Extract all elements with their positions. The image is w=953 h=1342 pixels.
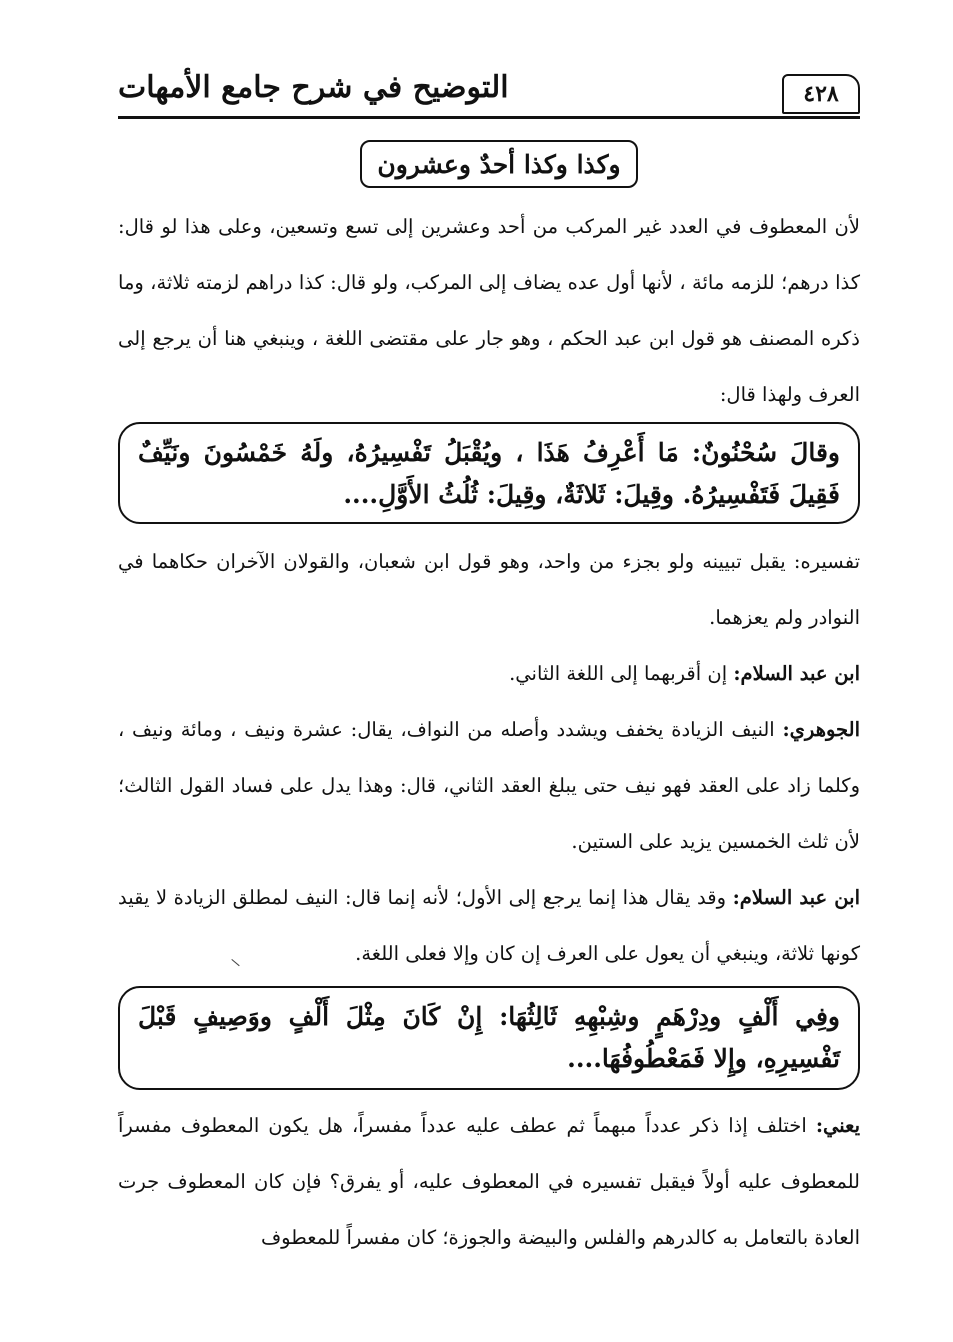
paragraph-3 bbox=[118, 646, 860, 702]
paragraph-2: تفسيره: يقبل تبيينه ولو بجزء من واحد، وهو قول ابن شعبان، والقولان الآخران حكاهما في النوادر ولم يعزهما. bbox=[118, 550, 860, 629]
paragraph-4-text: النيف الزيادة يخفف ويشدد وأصله من النواف، يقال: عشرة ونيف ، ومائة ونيف ، وكلما زاد على العقد فهو نيف حتى يبلغ العقد الثاني، قال: وهذا يدل على فساد القول الثالث؛ لأن ثلث الخمسين يزيد على الستين. bbox=[118, 718, 860, 853]
matn-box-2: وفِي أَلْفٍ ودِرْهَمٍ وشِبْهِهِ ثَالِثُهَا: إِنْ كَانَ مِثْلَ أَلْفٍ ووَصِيفٍ قَبْلَ تَفْسِيرِهِ، وإِلا فَمَعْطُوفُهَا.... bbox=[118, 986, 860, 1090]
section-heading: وكذا وكذا أحدٌ وعشرون bbox=[360, 140, 638, 188]
paragraph-6-text: اختلف إذا ذكر عدداً مبهماً ثم عطف عليه عدداً مفسراً، هل يكون المعطوف مفسراً للمعطوف عليه أولاً فيقبل تفسيره في المعطوف عليه، أو يفرق؟ فإن كان المعطوف جرت العادة بالتعامل به كالدرهم والفلس والبيضة والجوزة؛ كان مفسراً للمعطوف bbox=[118, 1114, 860, 1249]
paragraph-4-lead: الجوهري: bbox=[782, 718, 860, 741]
page-number: ٤٢٨ bbox=[782, 74, 860, 114]
paragraph-3-text: إن أقربهما إلى اللغة الثاني. bbox=[509, 662, 734, 685]
running-title: التوضيح في شرح جامع الأمهات bbox=[118, 70, 509, 105]
paragraph-5-text: وقد يقال هذا إنما يرجع إلى الأول؛ لأنه إنما قال: النيف لمطلق الزيادة لا يقيد كونها ثلاثة، وينبغي أن يعول على العرف إن كان وإلا فعلى اللغة. bbox=[118, 886, 860, 965]
paragraph-4 bbox=[118, 702, 860, 870]
matn-box-1: وقالَ سُحْنُونٌ: مَا أَعْرِفُ هَذَا ، ويُقْبَلُ تَفْسِيرُهُ، ولَهُ خَمْسُونَ ونَيِّفٌ فَقِيلَ فَتَفْسِيرُهُ. وقِيلَ: ثَلاثَةٌ، وقِيلَ: ثُلُثُ الأَوَّلِ.... bbox=[118, 422, 860, 524]
paragraph-5-lead: ابن عبد السلام: bbox=[732, 886, 860, 909]
header-rule bbox=[118, 116, 860, 119]
paragraph-3-lead: ابن عبد السلام: bbox=[733, 662, 860, 685]
paragraph-1: لأن المعطوف في العدد غير المركب من أحد وعشرين إلى تسع وتسعين، وعلى هذا لو قال: كذا درهم؛ للزمه مائة ، لأنها أول عده يضاف إلى المركب، ولو قال: كذا دراهم لزمته ثلاثة، وما ذكره المصنف هو قول ابن عبد الحكم ، وهو جار على مقتضى اللغة ، وينبغي هنا أن يرجع إلى العرف ولهذا قال: bbox=[118, 215, 860, 406]
paragraph-6-lead: يعني: bbox=[815, 1114, 860, 1137]
paragraph-6 bbox=[118, 1098, 860, 1266]
